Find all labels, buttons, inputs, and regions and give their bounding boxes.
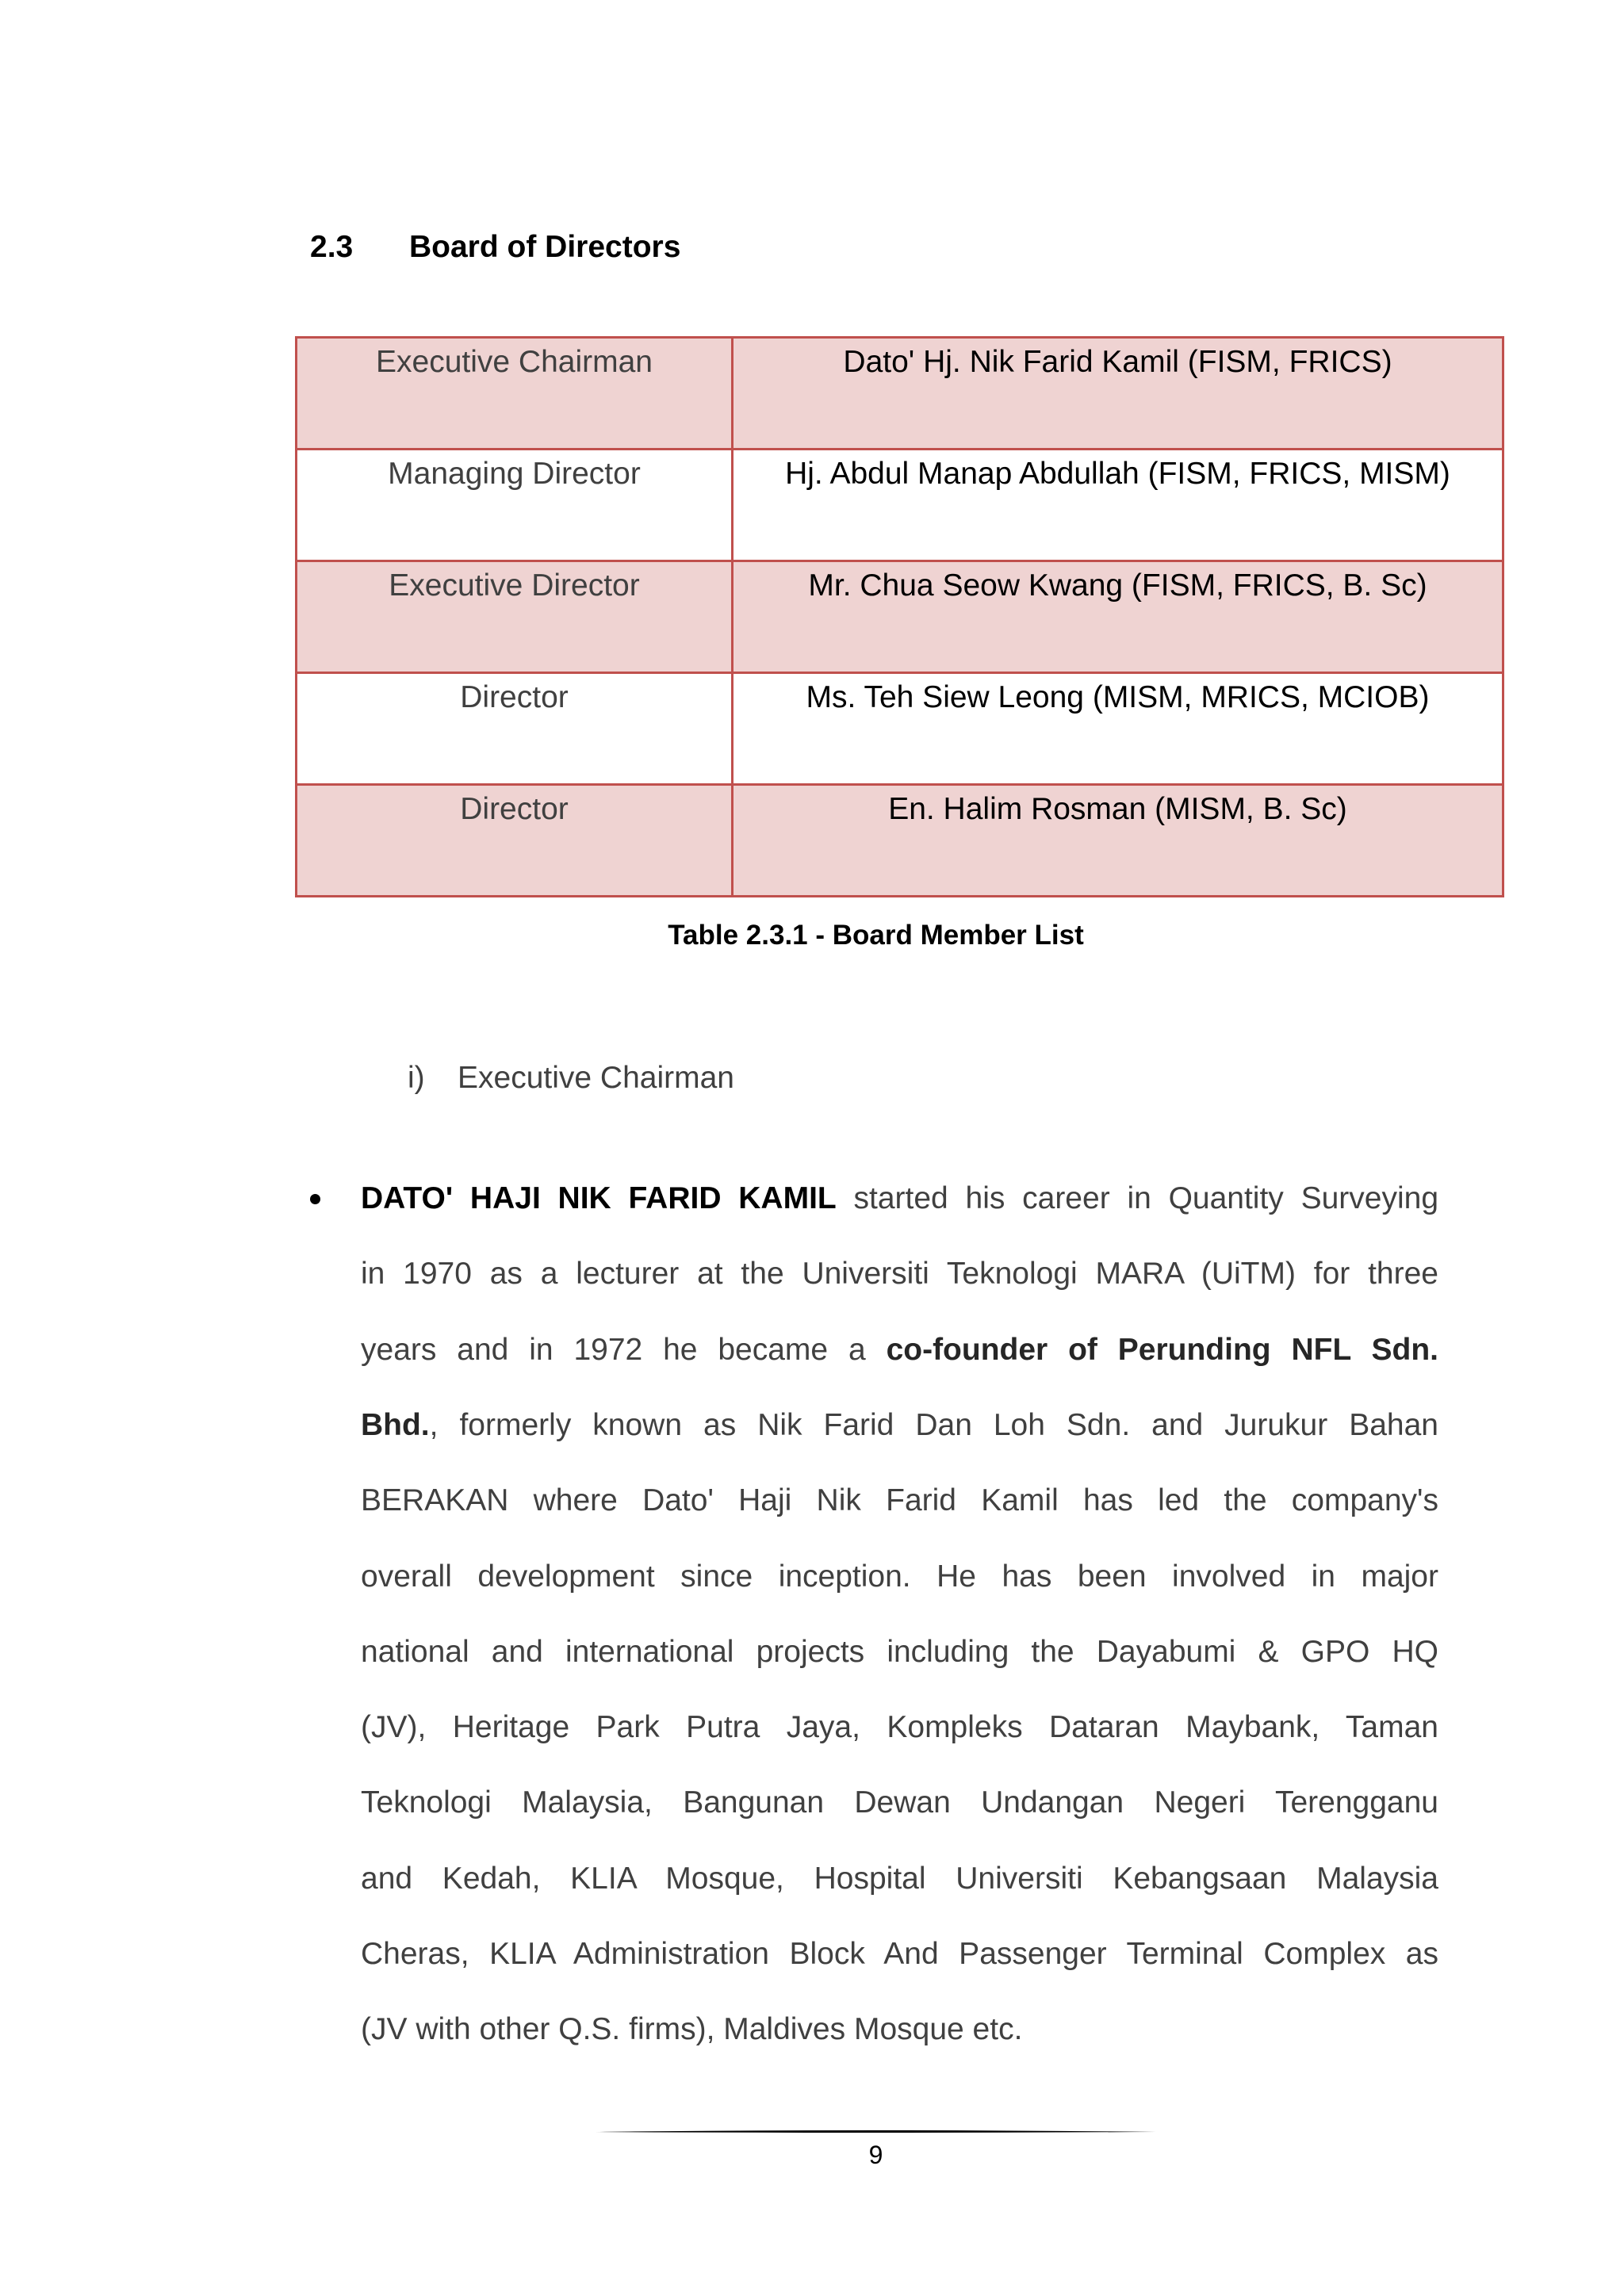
bio-line: Teknologi Malaysia, Bangunan Dewan Undangan Negeri Terengganu: [361, 1785, 1438, 1820]
table-row: [297, 785, 1503, 897]
bio-line: [361, 1180, 1438, 1218]
page-number: 9: [868, 2141, 883, 2169]
table-row: [297, 561, 1503, 673]
bullet-icon: [310, 1194, 320, 1204]
subsection-heading: [408, 1061, 734, 1096]
bio-line: and Kedah, KLIA Mosque, Hospital Universiti Kebangsaan Malaysia: [361, 1862, 1438, 1896]
bio-name: DATO' HAJI NIK FARID KAMIL: [361, 1181, 837, 1215]
table-row: [297, 673, 1503, 785]
role-cell: Executive Chairman: [297, 338, 733, 450]
bio-text: years and in 1972 he became a: [361, 1333, 866, 1367]
table-row: [297, 450, 1503, 561]
bio-line: in 1970 as a lecturer at the Universiti Teknologi MARA (UiTM) for three: [361, 1257, 1438, 1291]
subsection-numeral: i): [408, 1061, 425, 1095]
role-cell: Director: [297, 673, 733, 785]
member-cell: Ms. Teh Siew Leong (MISM, MRICS, MCIOB): [733, 673, 1503, 785]
bio-bold-text: Bhd.: [361, 1408, 430, 1442]
role-cell: Director: [297, 785, 733, 897]
bio-text: started his career in Quantity Surveying: [853, 1181, 1438, 1215]
bio-bold-text: co-founder of Perunding NFL Sdn.: [886, 1333, 1438, 1367]
subsection-title: Executive Chairman: [458, 1061, 734, 1095]
bio-line: [361, 1331, 1438, 1369]
member-cell: Dato' Hj. Nik Farid Kamil (FISM, FRICS): [733, 338, 1503, 450]
table-row: [297, 338, 1503, 450]
member-cell: En. Halim Rosman (MISM, B. Sc): [733, 785, 1503, 897]
role-cell: Executive Director: [297, 561, 733, 673]
member-cell: Mr. Chua Seow Kwang (FISM, FRICS, B. Sc): [733, 561, 1503, 673]
bio-line: [361, 1406, 1438, 1445]
member-cell: Hj. Abdul Manap Abdullah (FISM, FRICS, MISM): [733, 450, 1503, 561]
table-caption: Table 2.3.1 - Board Member List: [668, 920, 1084, 951]
board-member-table: [295, 336, 1504, 897]
role-cell: Managing Director: [297, 450, 733, 561]
bio-line: Cheras, KLIA Administration Block And Passenger Terminal Complex as: [361, 1937, 1438, 1971]
section-heading: [310, 230, 680, 265]
bio-line: overall development since inception. He has been involved in major: [361, 1559, 1438, 1594]
bio-line: (JV with other Q.S. firms), Maldives Mosque etc.: [361, 2012, 1023, 2046]
footer-divider: [595, 2130, 1156, 2134]
section-number: 2.3: [310, 230, 354, 264]
bio-text: , formerly known as Nik Farid Dan Loh Sdn. and Jurukur Bahan: [429, 1408, 1438, 1442]
bio-line: national and international projects including the Dayabumi & GPO HQ: [361, 1635, 1438, 1669]
bio-line: BERAKAN where Dato' Haji Nik Farid Kamil has led the company's: [361, 1483, 1438, 1517]
section-title: Board of Directors: [409, 230, 681, 264]
bio-line: (JV), Heritage Park Putra Jaya, Kompleks Dataran Maybank, Taman: [361, 1710, 1438, 1744]
